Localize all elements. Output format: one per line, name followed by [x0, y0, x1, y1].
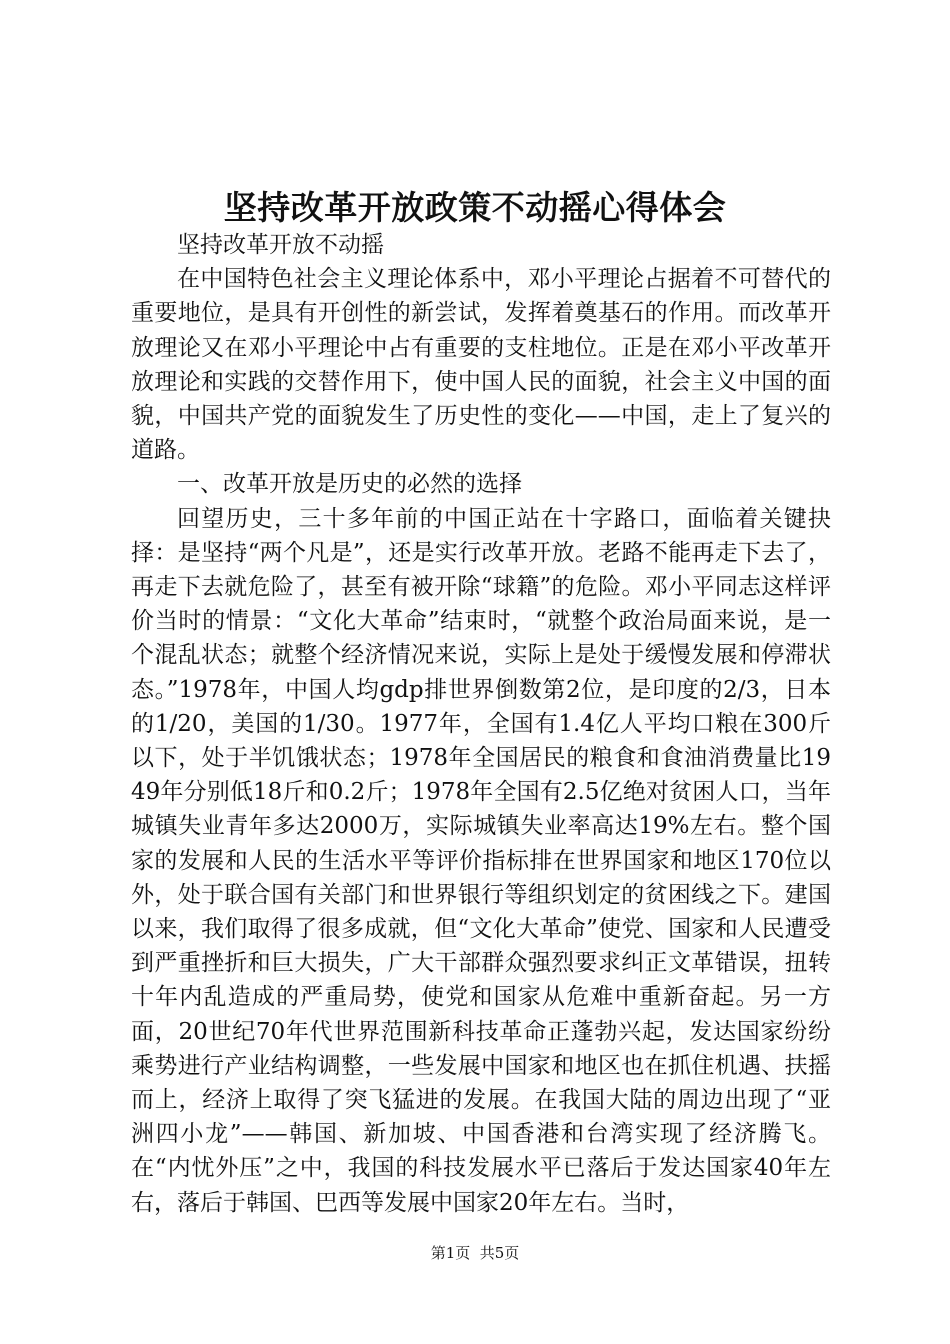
page-title: 坚持改革开放政策不动摇心得体会: [223, 188, 727, 227]
page-footer: 第1页 共5页: [430, 1244, 520, 1262]
intro-paragraph: 在中国特色社会主义理论体系中，邓小平理论占据着不可替代的重要地位，是具有开创性的新尝试，发挥着奠基石的作用。而改革开放理论又在邓小平理论中占有重要的支柱地位。正是在邓小平改革开放理论和实践的交替作用下，使中国人民的面貌，社会主义中国的面貌，中国共产党的面貌发生了历史性的变化——中国，走上了复兴的道路。: [131, 266, 831, 464]
subtitle-paragraph: 坚持改革开放不动摇: [177, 232, 384, 258]
section-heading: 一、改革开放是历史的必然的选择: [177, 471, 522, 498]
document-body: [131, 228, 831, 1220]
history-paragraph: 回望历史，三十多年前的中国正站在十字路口，面临着关键抉择：是坚持“两个凡是”，还是实行改革开放。老路不能再走下去了，再走下去就危险了，甚至有被开除“球籍”的危险。邓小平同志这样评价当时的情景：“文化大革命”结束时，“就整个政治局面来说，是一个混乱状态；就整个经济情况来说，实际上是处于缓慢发展和停滞状态。”1978年，中国人均gdp排世界倒数第2位，是印度的2/3，日本的1/20，美国的1/30。1977年，全国有1.4亿人平均口粮在300斤以下，处于半饥饿状态；1978年全国居民的粮食和食油消费量比1949年分别低18斤和0.2斤；1978年全国有2.5亿绝对贫困人口，当年城镇失业青年多达2000万，实际城镇失业率高达19%左右。整个国家的发展和人民的生活水平等评价指标排在世界国家和地区170位以外，处于联合国有关部门和世界银行等组织划定的贫困线之下。建国以来，我们取得了很多成就，但“文化大革命”使党、国家和人民遭受到严重挫折和巨大损失，广大干部群众强烈要求纠正文革错误，扭转十年内乱造成的严重局势，使党和国家从危难中重新奋起。另一方面，20世纪70年代世界范围新科技革命正蓬勃兴起，发达国家纷纷乘势进行产业结构调整，一些发展中国家和地区也在抓住机遇、扶摇而上，经济上取得了突飞猛进的发展。在我国大陆的周边出现了“亚洲四小龙”——韩国、新加坡、中国香港和台湾实现了经济腾飞。在“内忧外压”之中，我国的科技发展水平已落后于发达国家40年左右，落后于韩国、巴西等发展中国家20年左右。当时，: [131, 505, 831, 1216]
